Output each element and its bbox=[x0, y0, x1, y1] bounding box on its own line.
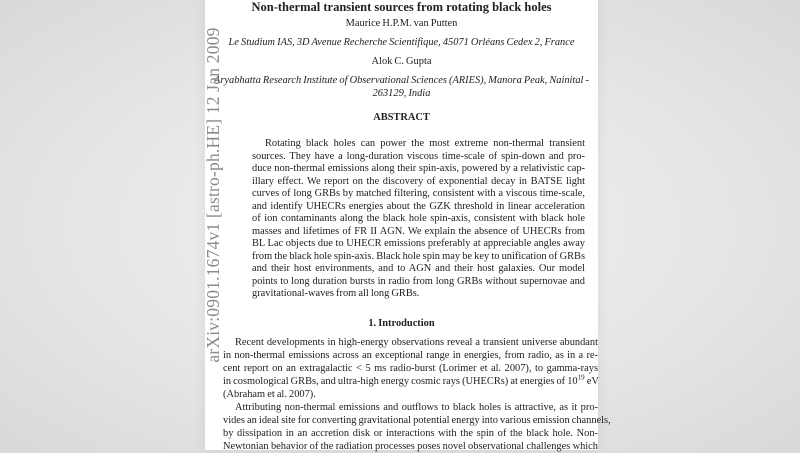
abstract-line: illary effect. We report on the discovery of exponential decay in BATSE light bbox=[252, 175, 585, 187]
unit: eV bbox=[584, 376, 599, 387]
abstract-line: sources. They have a long-duration viscous time-scale of spin-down and pro- bbox=[252, 150, 585, 162]
author-1: Maurice H.P.M. van Putten bbox=[345, 18, 458, 29]
introduction-line: vides an ideal site for converting gravitational potential energy into various emission channels, bbox=[223, 415, 611, 426]
abstract-line: BL Lac objects due to UHECR emissions preferably at appreciable angles away bbox=[252, 238, 585, 249]
abstract-line: from the black hole spin-axis. Black hole spin may be key to unification of GRBs bbox=[252, 250, 585, 262]
affiliation-1: Le Studium IAS, 3D Avenue Recherche Scientifique, 45071 Orléans Cedex 2, France bbox=[228, 37, 575, 48]
abstract-line: gravitational-waves from all long GRBs. bbox=[252, 288, 420, 299]
introduction-line: Newtonian behavior of the radiation processes poses novel observational challenges which bbox=[223, 441, 598, 452]
abstract-heading: ABSTRACT bbox=[373, 112, 430, 123]
abstract-line: duce non-thermal emissions along their spin-axis, powered by a relativistic cap- bbox=[252, 163, 585, 174]
introduction-line: (Abraham et al. 2007). bbox=[223, 389, 316, 400]
exponent: 19 bbox=[577, 373, 585, 382]
paper-page bbox=[205, 0, 611, 452]
arxiv-stamp: arXiv:0901.1674v1 [astro-ph.HE] 12 Jan 2009 bbox=[203, 27, 223, 363]
abstract-line: curves of long GRBs by matched filtering, consistent with a viscous time-scale, bbox=[252, 188, 585, 199]
introduction-line: Recent developments in high-energy observations reveal a transient universe abundant bbox=[235, 337, 598, 348]
abstract-line: and their host environments, and to AGN and their host galaxies. Our model bbox=[252, 263, 585, 274]
introduction-line: by dissipation in an accretion disk or interactions with the spin of the black hole. Non- bbox=[223, 428, 598, 439]
abstract-line: Rotating black holes can power the most extreme non-thermal transient bbox=[265, 138, 585, 149]
intro-line-text: in cosmological GRBs, and ultra-high energy cosmic rays (UHECRs) at energies of 10 bbox=[223, 376, 578, 387]
section-heading: 1. Introduction bbox=[368, 318, 435, 329]
introduction-line: in non-thermal emissions across an exceptional range in energies, from radio, as in a re- bbox=[223, 350, 598, 361]
introduction-line: cent report on an extragalactic < 5 ms radio-burst (Lorimer et al. 2007), to gamma-rays bbox=[223, 363, 598, 374]
introduction-line bbox=[223, 373, 599, 388]
introduction-line: Attributing non-thermal emissions and outflows to black holes is attractive, as it pro- bbox=[235, 402, 598, 413]
abstract-line: and identify UHECRs energies about the GZK threshold in linear acceleration bbox=[252, 200, 585, 212]
affiliation-2-line-1: Aryabhatta Research Institute of Observational Sciences (ARIES), Manora Peak, Nainital - bbox=[214, 75, 589, 86]
abstract-line: points to long duration bursts in radio from long GRBs without supernovae and bbox=[252, 275, 585, 287]
abstract-line: masses and lifetimes of FR II AGN. We explain the absence of UHECRs from bbox=[252, 225, 585, 237]
author-2: Alok C. Gupta bbox=[371, 56, 432, 67]
paper-title: Non-thermal transient sources from rotating black holes bbox=[251, 0, 552, 14]
abstract-line: of ion contaminants along the black hole spin-axis, consistent with black hole bbox=[252, 213, 585, 224]
affiliation-2-line-2: 263129, India bbox=[372, 88, 431, 99]
